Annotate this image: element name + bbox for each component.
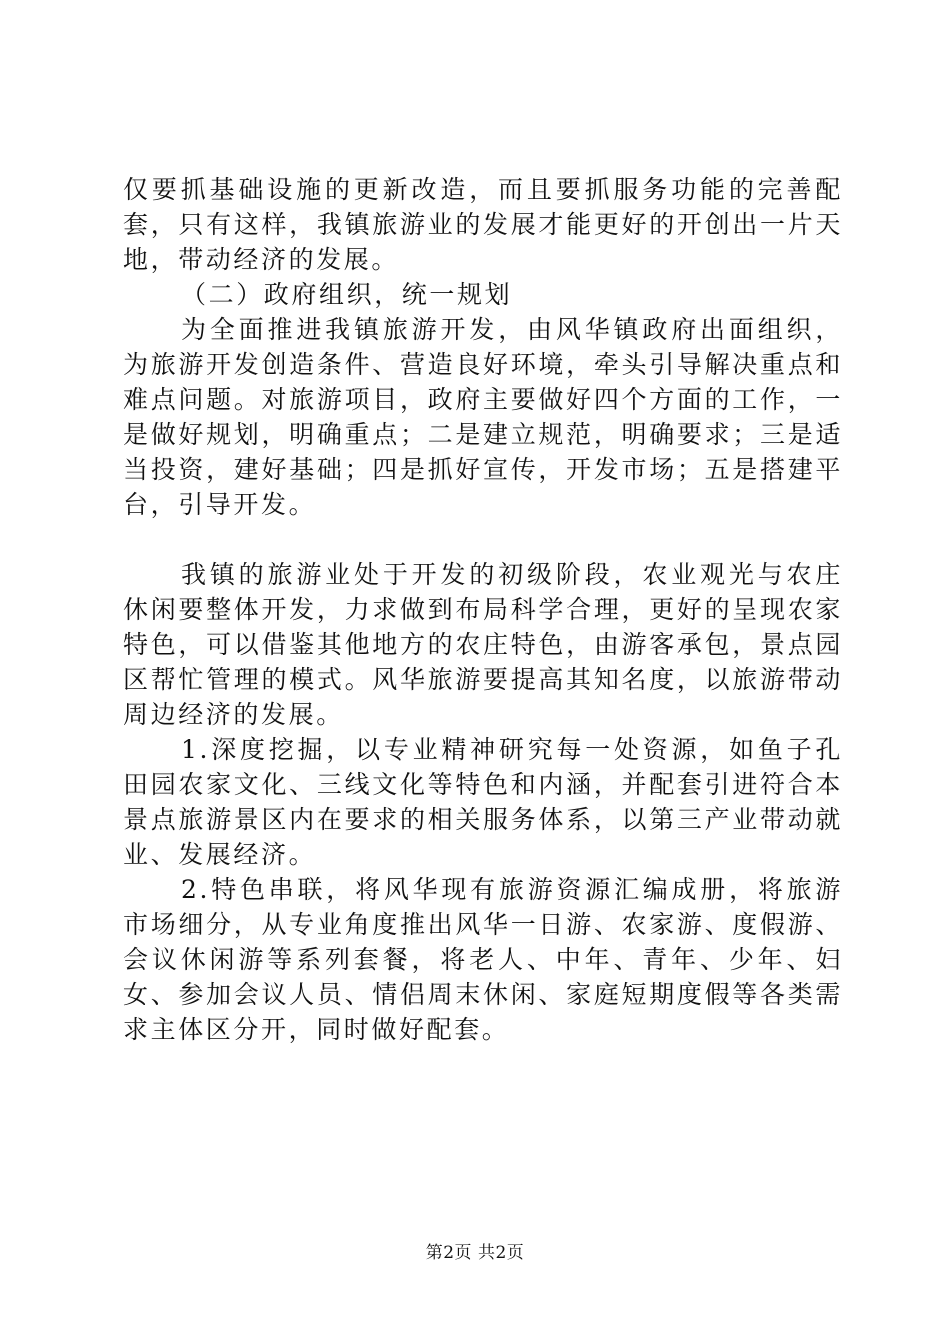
- paragraph-continuation: 仅要抓基础设施的更新改造，而且要抓服务功能的完善配套，只有这样，我镇旅游业的发展才能更好的开创出一片天地，带动经济的发展。: [123, 175, 843, 274]
- list-item-1: 1.深度挖掘，以专业精神研究每一处资源，如鱼子孔田园农家文化、三线文化等特色和内涵，并配套引进符合本景点旅游景区内在要求的相关服务体系，以第三产业带动就业、发展经济。: [123, 735, 843, 869]
- list-item-2: 2.特色串联，将风华现有旅游资源汇编成册，将旅游市场细分，从专业角度推出风华一日游、农家游、度假游、会议休闲游等系列套餐，将老人、中年、青年、少年、妇女、参加会议人员、情侣周末休闲、家庭短期度假等各类需求主体区分开，同时做好配套。: [123, 875, 843, 1044]
- document-body: [123, 172, 843, 1047]
- page-footer: 第2页 共2页: [425, 1243, 525, 1263]
- paragraph-government-organization: 为全面推进我镇旅游开发，由风华镇政府出面组织，为旅游开发创造条件、营造良好环境，牵头引导解决重点和难点问题。对旅游项目，政府主要做好四个方面的工作，一是做好规划，明确重点；二是建立规范，明确要求；三是适当投资，建好基础；四是抓好宣传，开发市场；五是搭建平台，引导开发。: [123, 315, 843, 519]
- paragraph-tourism-stage: 我镇的旅游业处于开发的初级阶段，农业观光与农庄休闲要整体开发，力求做到布局科学合理，更好的呈现农家特色，可以借鉴其他地方的农庄特色，由游客承包，景点园区帮忙管理的模式。风华旅游要提高其知名度，以旅游带动周边经济的发展。: [123, 560, 843, 729]
- section-heading: （二）政府组织，统一规划: [181, 280, 513, 309]
